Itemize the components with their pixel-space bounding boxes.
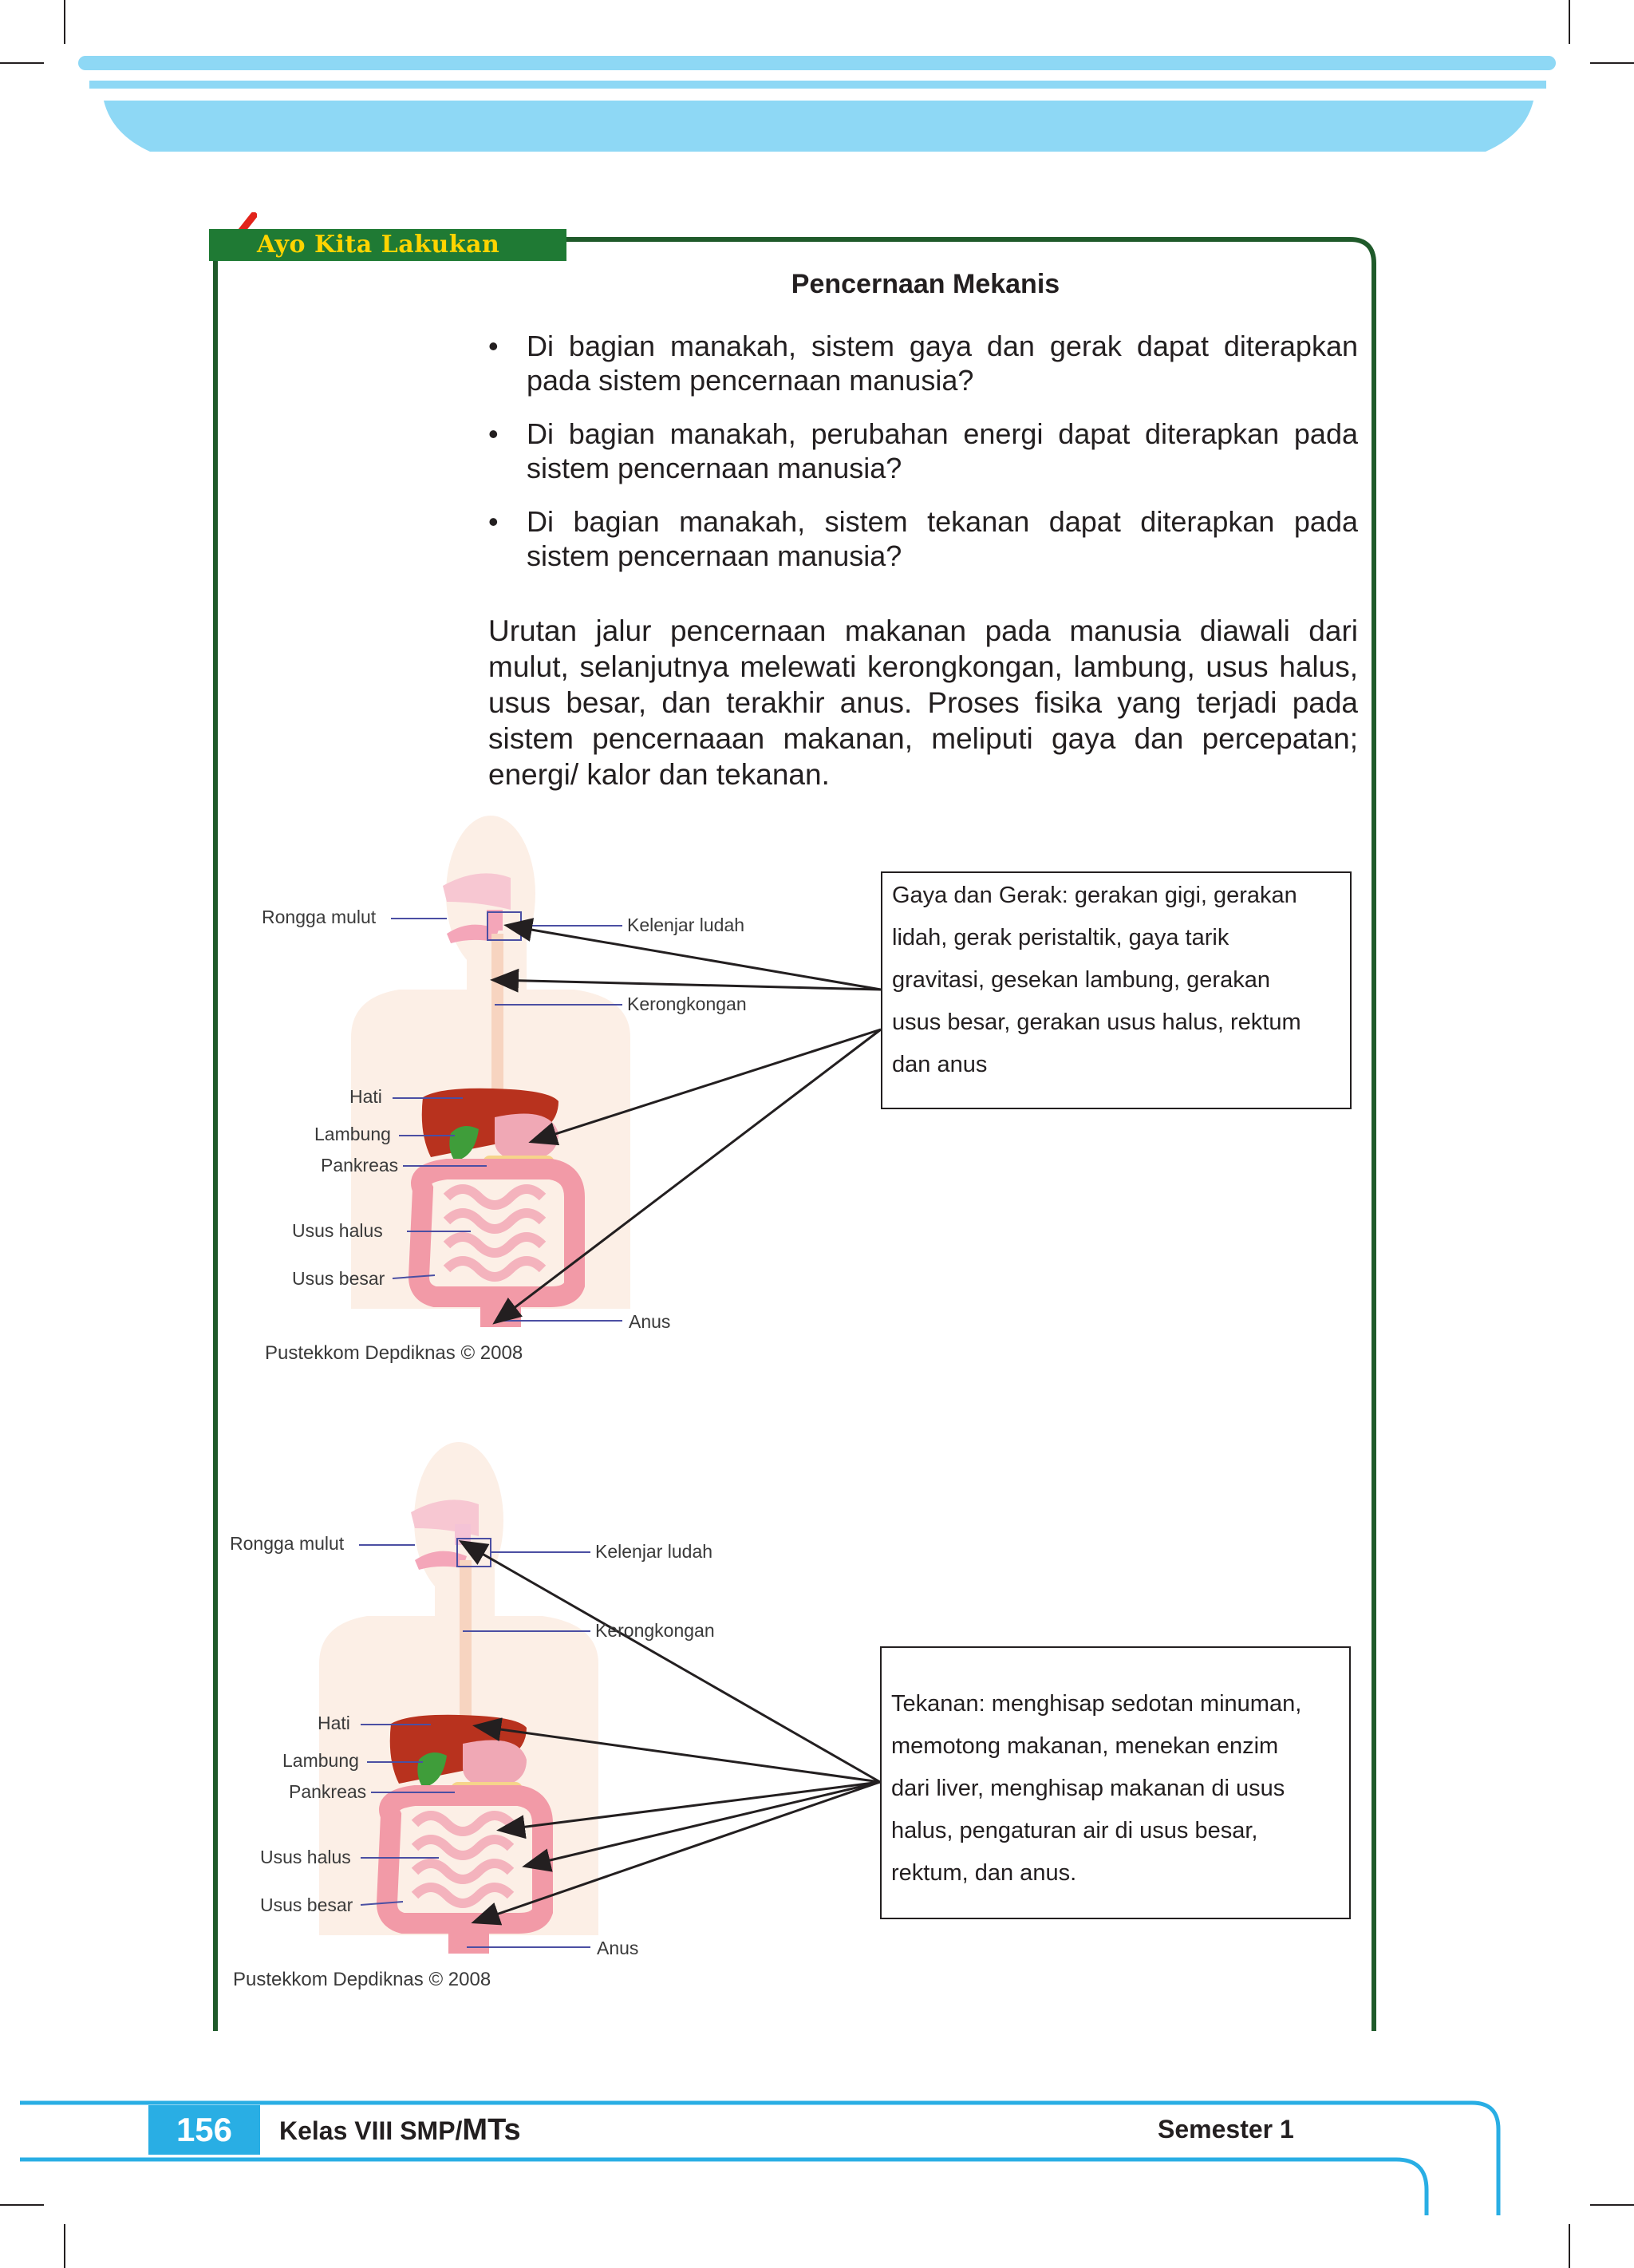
label-usus-besar: Usus besar [292, 1268, 385, 1289]
label-hati: Hati [318, 1713, 350, 1733]
digestive-diagram-1 [351, 816, 881, 1322]
question-item: • Di bagian manakah, sistem tekanan dapat diterapkan pada sistem pencernaan manusia? [488, 505, 1358, 572]
label-kerongkongan: Kerongkongan [595, 1620, 715, 1641]
label-kelenjar-ludah: Kelenjar ludah [595, 1541, 713, 1562]
info-line: dan anus [892, 1052, 988, 1077]
label-lambung: Lambung [282, 1750, 359, 1771]
info-line: rektum, dan anus. [891, 1860, 1077, 1886]
info-line: halus, pengaturan air di usus besar, [891, 1818, 1258, 1843]
question-item: • Di bagian manakah, perubahan energi dapat diterapkan pada sistem pencernaan manusia? [488, 417, 1358, 484]
page-number: 156 [176, 2111, 233, 2148]
label-rongga-mulut: Rongga mulut [262, 907, 377, 927]
label-lambung: Lambung [314, 1124, 391, 1144]
digestive-diagram-2 [319, 1442, 880, 1947]
info-line: memotong makanan, menekan enzim [891, 1733, 1279, 1759]
info-line: Gaya dan Gerak: gerakan gigi, gerakan [892, 883, 1297, 908]
body-paragraph: Urutan jalur pencernaan makanan pada manusia diawali dari mulut, selanjutnya melewati kerongkongan, lambung, usus halus, usus besar, dan terakhir anus. Proses fisika yang terjadi pada sistem pencernaaan makanan, meliputi gaya dan percepatan; energi/ kalor dan tekanan. [488, 614, 1358, 791]
info-line: lidah, gerak peristaltik, gaya tarik [892, 925, 1229, 950]
label-usus-besar: Usus besar [260, 1895, 353, 1915]
footer-class-label: Kelas VIII SMP/MTs [279, 2113, 521, 2147]
label-anus: Anus [597, 1938, 639, 1958]
info-line: gravitasi, gesekan lambung, gerakan [892, 967, 1270, 993]
info-box-tekanan [880, 1646, 1351, 1919]
section-title: Pencernaan Mekanis [791, 269, 1060, 299]
label-pankreas: Pankreas [289, 1781, 367, 1802]
label-kerongkongan: Kerongkongan [627, 994, 747, 1014]
label-hati: Hati [349, 1086, 382, 1107]
info-box-gaya-gerak [881, 871, 1352, 1109]
question-item: • Di bagian manakah, sistem gaya dan gerak dapat diterapkan pada sistem pencernaan manusia? [488, 330, 1358, 397]
activity-badge: Ayo Kita Lakukan [209, 229, 566, 261]
label-usus-halus: Usus halus [292, 1220, 383, 1241]
label-anus: Anus [629, 1311, 671, 1332]
image-credit: Pustekkom Depdiknas © 2008 [265, 1342, 523, 1364]
image-credit: Pustekkom Depdiknas © 2008 [233, 1969, 491, 1990]
label-kelenjar-ludah: Kelenjar ludah [627, 915, 745, 935]
info-line: Tekanan: menghisap sedotan minuman, [891, 1691, 1302, 1717]
info-line: dari liver, menghisap makanan di usus [891, 1776, 1285, 1801]
label-usus-halus: Usus halus [260, 1847, 351, 1867]
label-rongga-mulut: Rongga mulut [230, 1533, 345, 1554]
footer-semester-label: Semester 1 [1158, 2115, 1294, 2144]
header-banner [78, 56, 1556, 152]
info-line: usus besar, gerakan usus halus, rektum [892, 1010, 1301, 1035]
question-list [488, 329, 1358, 592]
label-pankreas: Pankreas [321, 1155, 399, 1175]
